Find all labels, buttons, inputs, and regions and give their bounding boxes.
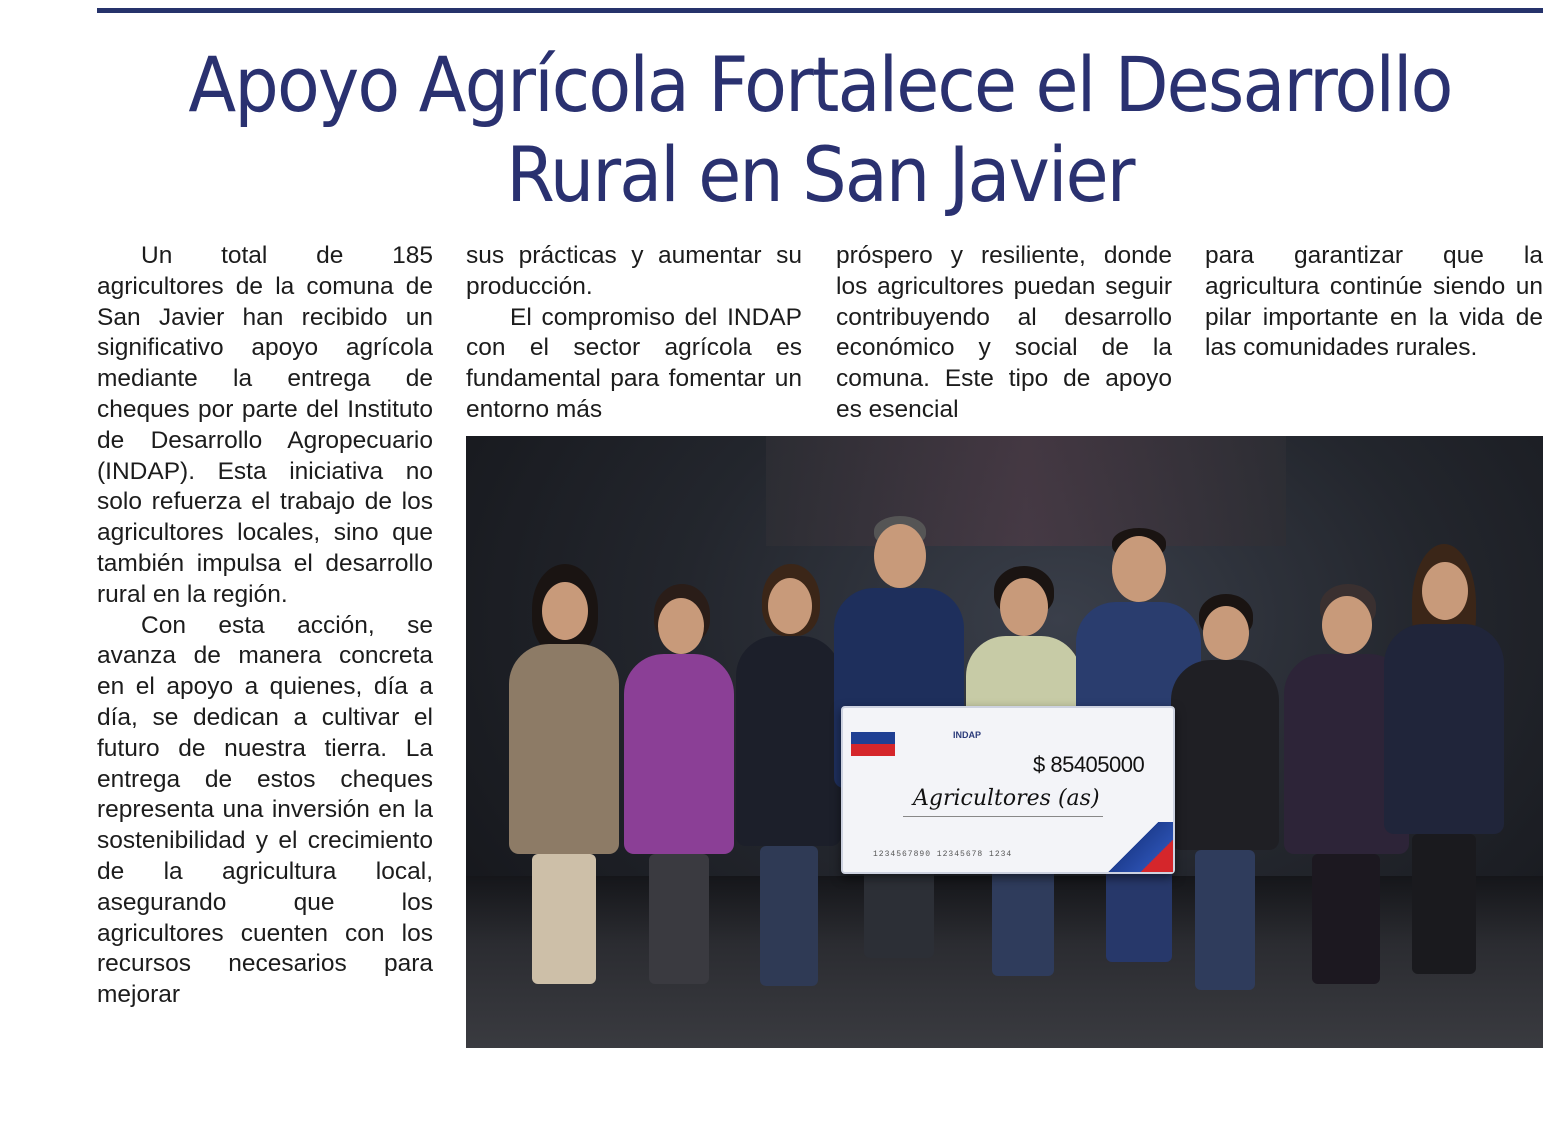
person (624, 584, 734, 994)
cheque-amount: $ 85405000 (1033, 752, 1145, 777)
person (736, 564, 841, 994)
cheque-line (903, 816, 1103, 817)
person (1384, 544, 1504, 994)
paragraph: para garantizar que la agricultura continúe siendo un pilar importante en la vida de las comunidades rurales. (1205, 242, 1543, 362)
cheque-payee: Agricultores (as) (913, 786, 1100, 811)
paragraph: Un total de 185 agricultores de la comuna de San Javier han recibido un significativo apoyo agrícola mediante la entrega de cheques por parte del Instituto de Desarrollo Agropecuario (INDAP). Esta iniciativa no solo refuerza el trabajo de los agricultores locales, sino que también impulsa el desarrollo rural en la región. (97, 242, 433, 608)
article-column-2 (466, 241, 802, 426)
article-photo (466, 436, 1543, 1048)
person (504, 564, 624, 994)
cheque-logo: INDAP (953, 730, 982, 740)
top-rule (97, 8, 1543, 13)
paragraph: El compromiso del INDAP con el sector agrícola es fundamental para fomentar un entorno más (466, 303, 802, 423)
chile-flag-icon (851, 732, 895, 756)
article-column-1 (97, 241, 433, 1011)
headline: Apoyo Agrícola Fortalece el Desarrollo Rural en San Javier (188, 40, 1452, 219)
cheque-corner-graphic (1093, 822, 1173, 872)
paragraph: próspero y resiliente, donde los agricultores puedan seguir contribuyendo al desarrollo económico y social de la comuna. Este tipo de apoyo es esencial (836, 242, 1172, 423)
article-column-3 (836, 241, 1172, 426)
article-column-4 (1205, 241, 1543, 364)
person (1171, 594, 1279, 994)
giant-cheque (841, 706, 1175, 874)
paragraph: Con esta acción, se avanza de manera concreta en el apoyo a quienes, día a día, se dedican a cultivar el futuro de nuestra tierra. La entrega de estos cheques representa una inversión en la sostenibilidad y el crecimiento de la agricultura local, asegurando que los agricultores cuenten con los recursos necesarios para mejorar (97, 611, 433, 1009)
paragraph: sus prácticas y aumentar su producción. (466, 242, 802, 300)
cheque-numbers: 1234567890 12345678 1234 (873, 850, 1013, 859)
